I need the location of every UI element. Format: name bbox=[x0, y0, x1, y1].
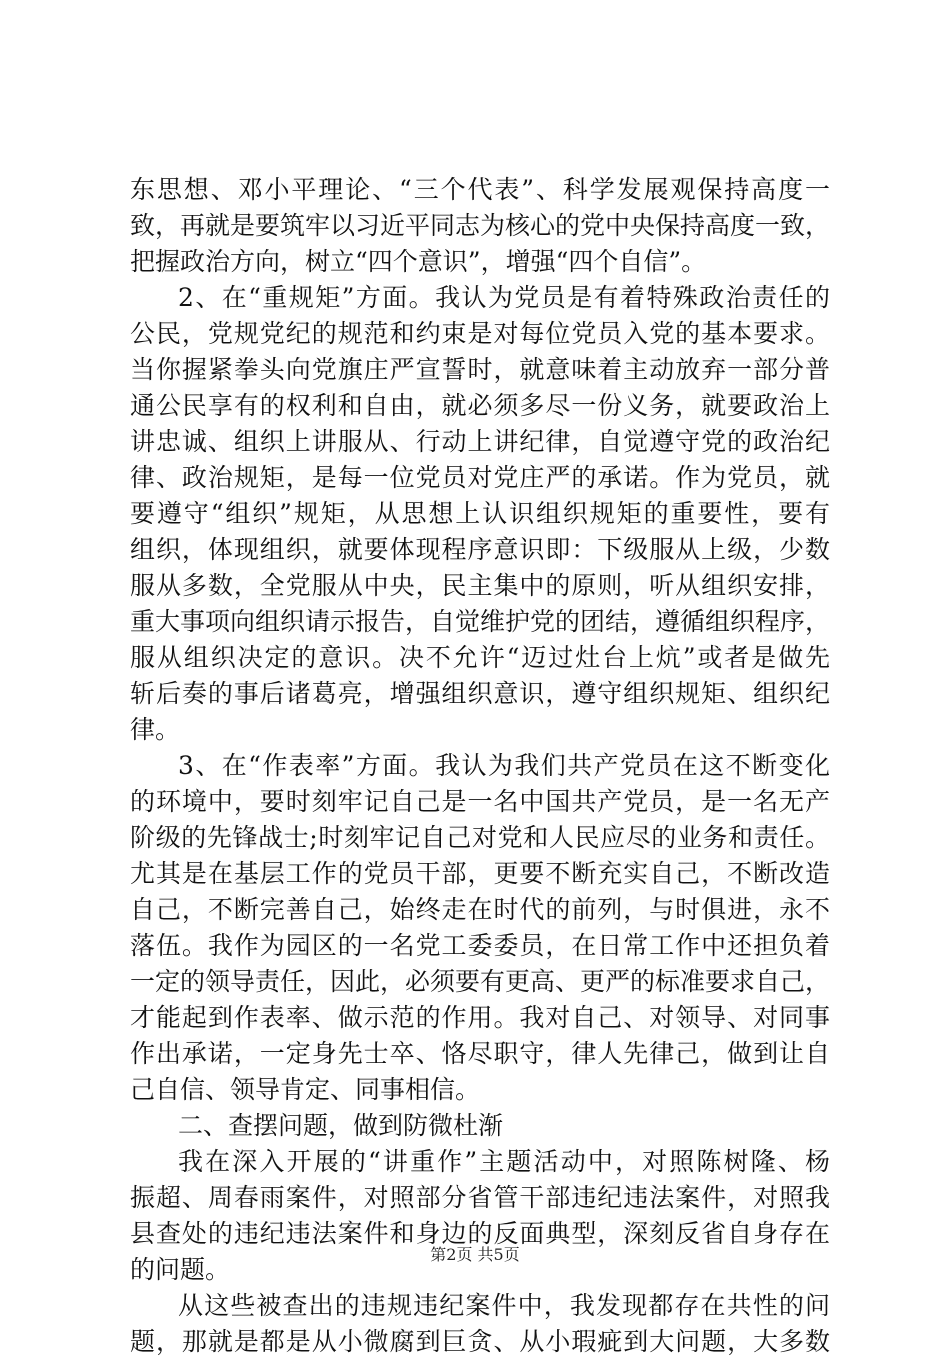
text-line: 公民，党规党纪的规范和约束是对每位党员入党的基本要求。 bbox=[130, 319, 830, 348]
text-line: 2、在“重规矩”方面。我认为党员是有着特殊政治责任的 bbox=[178, 283, 830, 312]
text-line: 的环境中，要时刻牢记自己是一名中国共产党员，是一名无产 bbox=[130, 787, 830, 816]
document-body bbox=[130, 172, 830, 1360]
text-line: 己自信、领导肯定、同事相信。 bbox=[130, 1075, 481, 1104]
page-number: 第2页 共5页 bbox=[430, 1245, 520, 1264]
text-line: 尤其是在基层工作的党员干部，更要不断充实自己，不断改造 bbox=[130, 859, 830, 888]
text-line: 当你握紧拳头向党旗庄严宣誓时，就意味着主动放弃一部分普 bbox=[130, 355, 830, 384]
text-line: 重大事项向组织请示报告，自觉维护党的团结，遵循组织程序， bbox=[130, 607, 831, 636]
text-line: 通公民享有的权利和自由，就必须多尽一份义务，就要政治上 bbox=[130, 391, 830, 420]
text-line: 组织，体现组织，就要体现程序意识即：下级服从上级，少数 bbox=[130, 535, 830, 564]
text-line: 落伍。我作为园区的一名党工委委员，在日常工作中还担负着 bbox=[130, 931, 830, 960]
text-line: 自己，不断完善自己，始终走在时代的前列，与时俱进，永不 bbox=[130, 895, 830, 924]
text-line: 我在深入开展的“讲重作”主题活动中，对照陈树隆、杨 bbox=[178, 1147, 830, 1176]
text-line: 律、政治规矩，是每一位党员对党庄严的承诺。作为党员，就 bbox=[130, 463, 830, 492]
text-line: 服从组织决定的意识。决不允许“迈过灶台上炕”或者是做先 bbox=[130, 643, 830, 672]
text-line: 斩后奏的事后诸葛亮，增强组织意识，遵守组织规矩、组织纪 bbox=[130, 679, 830, 708]
text-line: 才能起到作表率、做示范的作用。我对自己、对领导、对同事 bbox=[130, 1003, 830, 1032]
text-line: 讲忠诚、组织上讲服从、行动上讲纪律，自觉遵守党的政治纪 bbox=[130, 427, 830, 456]
text-line: 律。 bbox=[130, 715, 181, 744]
text-line: 作出承诺，一定身先士卒、恪尽职守，律人先律己，做到让自 bbox=[130, 1039, 830, 1068]
text-line: 要遵守“组织”规矩，从思想上认识组织规矩的重要性，要有 bbox=[130, 499, 830, 528]
text-line: 把握政治方向，树立“四个意识”，增强“四个自信”。 bbox=[130, 247, 707, 276]
section-heading: 二、查摆问题，做到防微杜渐 bbox=[178, 1111, 504, 1140]
text-line: 从这些被查出的违规违纪案件中，我发现都存在共性的问 bbox=[178, 1291, 830, 1320]
text-line: 服从多数，全党服从中央，民主集中的原则，听从组织安排， bbox=[130, 571, 830, 600]
text-line: 振超、周春雨案件，对照部分省管干部违纪违法案件，对照我 bbox=[130, 1183, 830, 1212]
text-line: 阶级的先锋战士;时刻牢记自己对党和人民应尽的业务和责任。 bbox=[130, 823, 830, 852]
text-line: 县查处的违纪违法案件和身边的反面典型，深刻反省自身存在 bbox=[130, 1219, 830, 1248]
text-line: 题，那就是都是从小微腐到巨贪、从小瑕疵到大问题，大多数 bbox=[130, 1327, 830, 1356]
text-line: 致，再就是要筑牢以习近平同志为核心的党中央保持高度一致， bbox=[130, 211, 831, 240]
text-line: 3、在“作表率”方面。我认为我们共产党员在这不断变化 bbox=[178, 751, 830, 780]
text-line: 一定的领导责任，因此，必须要有更高、更严的标准要求自己， bbox=[130, 967, 831, 996]
text-line: 东思想、邓小平理论、“三个代表”、科学发展观保持高度一 bbox=[130, 175, 830, 204]
text-line: 的问题。 bbox=[130, 1255, 231, 1284]
